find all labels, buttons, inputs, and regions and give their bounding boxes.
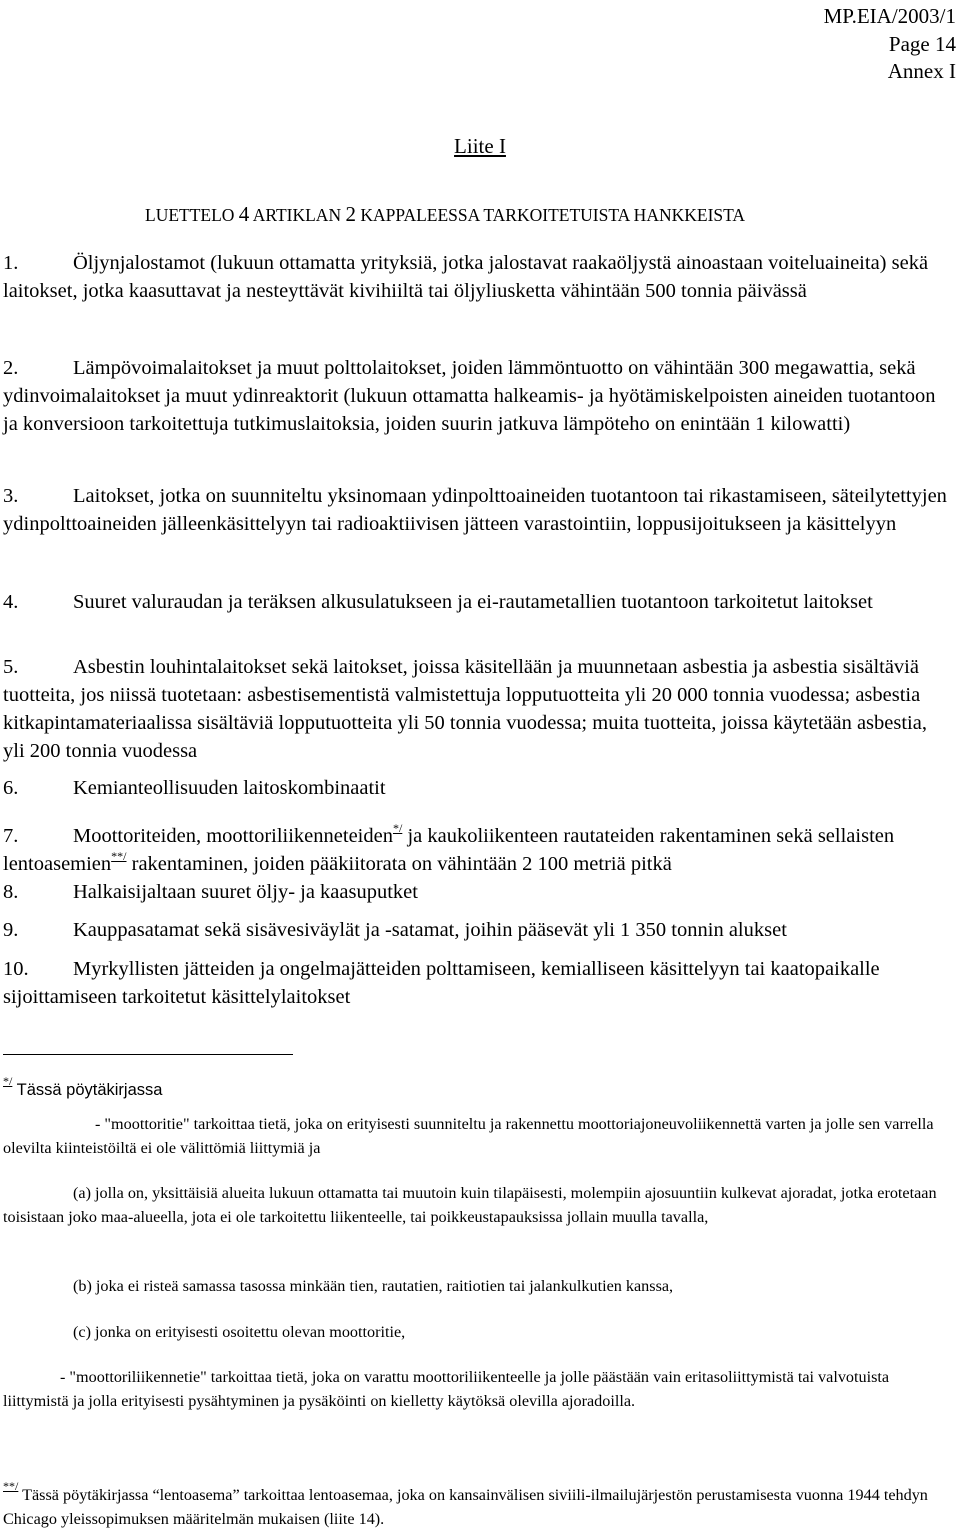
list-item-9 — [3, 916, 953, 944]
item-text-b: ja kaukoliikenteen rautateiden rakentaminen sekä sellaisten lentoasemien — [3, 825, 895, 875]
item-number: 4. — [3, 591, 19, 613]
list-heading — [145, 202, 745, 227]
list-heading-article: 4 — [238, 202, 250, 226]
list-item-6 — [3, 774, 953, 802]
footnote-2-text: Tässä pöytäkirjassa “lentoasema” tarkoittaa lentoasemaa, joka on kansainvälisen siviili-ilmailujärjestön perustamisesta vuonna 1944 tehdyn Chicago yleissopimuksen määritelmän mukaisen (liite 14). — [3, 1486, 928, 1528]
item-number: 8. — [3, 881, 19, 903]
list-heading-paragraph: 2 — [345, 202, 356, 226]
footnote-2 — [3, 1479, 953, 1531]
definition-text: (c) jonka on erityisesti osoitettu olevan moottoritie, — [73, 1323, 406, 1341]
item-number: 7. — [3, 825, 19, 847]
definition-text: (a) jolla on, yksittäisiä alueita lukuun ottamatta tai muutoin kuin tilapäisesti, molempiin ajosuuntiin kulkevat ajoradat, jotka erotetaan toisistaan joko maa-alueella, jota ei ole tarkoitettu liikenteelle, tai poikkeustapauksissa jollain muulla tavalla, — [3, 1184, 937, 1226]
list-heading-part3: KAPPALEESSA TARKOITETUISTA HANKKEISTA — [355, 205, 746, 225]
item-text: Myrkyllisten jätteiden ja ongelmajätteiden polttamiseen, kemialliseen käsittelyyn tai kaatopaikalle sijoittamiseen tarkoitetut käsittelylaitokset — [3, 958, 880, 1008]
list-item-4 — [3, 588, 953, 616]
item-text: Suuret valuraudan ja teräksen alkusulatukseen ja ei-rautametallien tuotantoon tarkoitetut laitokset — [73, 591, 873, 613]
list-heading-part1: LUETTELO — [145, 205, 239, 225]
footnote-separator — [3, 1054, 293, 1055]
footnote-ref-2: **/ — [111, 849, 127, 863]
item-text: Öljynjalostamot (lukuun ottamatta yrityksiä, jotka jalostavat raakaöljystä ainoastaan voiteluaineita) sekä laitokset, jotka kaasuttavat ja nesteyttävät kivihiiltä tai öljyliusketta vähintään 500 tonnia päivässä — [3, 252, 929, 302]
list-item-8 — [3, 878, 953, 906]
list-item-1 — [3, 249, 953, 305]
item-number: 1. — [3, 252, 19, 274]
list-item-10 — [3, 955, 953, 1011]
annex-title: Liite I — [454, 134, 506, 158]
footnote-def-motorway-c — [3, 1320, 953, 1344]
footnote-def-motorway-a — [3, 1181, 953, 1229]
item-text: Laitokset, jotka on suunniteltu yksinomaan ydinpolttoaineiden tuotantoon tai rikastamiseen, säteilytettyjen ydinpolttoaineiden jälleenkäsittelyyn tai radioaktiivisen jätteen varastointiin, loppusijoitukseen ja käsittelyyn — [3, 485, 947, 535]
item-text: Kemianteollisuuden laitoskombinaatit — [73, 777, 386, 799]
footnote-def-expressway — [3, 1365, 953, 1413]
definition-text: - "moottoriliikennetie" tarkoittaa tietä, joka on varattu moottoriliikenteelle ja jolle päästään vain eritasoliittymistä tai valvotuista liittymistä ja jolla erityisesti pysähtyminen ja pysäköinti on kielletty käytöksä olevilla ajoradoilla. — [3, 1368, 890, 1410]
item-number: 9. — [3, 919, 19, 941]
page-header — [824, 3, 956, 86]
item-text: Halkaisijaltaan suuret öljy- ja kaasuputket — [73, 881, 418, 903]
item-text: Asbestin louhintalaitokset sekä laitokset, joissa käsitellään ja muunnetaan asbestia ja asbestia sisältäviä tuotteita, jos niissä tuotetaan: asbestisementistä valmistettuja lopputuotteita yli 20 000 tonnia vuodessa; asbestia kitkapintamateriaalissa sisältäviä lopputuotteita yli 50 tonnia vuodessa; muita tuotteita, joissa käytetään asbestia, yli 200 tonnia vuodessa — [3, 656, 927, 762]
list-item-5 — [3, 653, 953, 765]
list-item-2 — [3, 354, 953, 438]
list-item-3 — [3, 482, 953, 538]
item-number: 2. — [3, 357, 19, 379]
item-number: 3. — [3, 485, 19, 507]
item-text-c: rakentaminen, joiden pääkiitorata on vähintään 2 100 metriä pitkä — [126, 853, 672, 875]
annex-label: Annex I — [887, 59, 956, 83]
footnote-1-intro: Tässä pöytäkirjassa — [12, 1081, 163, 1099]
document-reference: MP.EIA/2003/1 — [823, 4, 956, 28]
item-text: Lämpövoimalaitokset ja muut polttolaitokset, joiden lämmöntuotto on vähintään 300 megawattia, sekä ydinvoimalaitokset ja muut ydinreaktorit (lukuun ottamatta halkeamis- ja hyötämiskelpoisten aineiden tuotantoon ja konversioon tarkoitettuja tutkimuslaitoksia, joiden suurin jatkuva lämpöteho on enintään 1 kilowatti) — [3, 357, 936, 435]
item-text-a: Moottoriteiden, moottoriliikenneteiden — [73, 825, 393, 847]
footnote-ref-1: */ — [392, 821, 403, 835]
item-text: Kauppasatamat sekä sisävesiväylät ja -satamat, joihin pääsevät yli 1 350 tonnin alukset — [73, 919, 787, 941]
item-number: 10. — [3, 958, 29, 980]
footnote-def-motorway — [3, 1112, 953, 1160]
definition-text: (b) joka ei risteä samassa tasossa minkään tien, rautatien, raitiotien tai jalankulkutien kanssa, — [73, 1277, 674, 1295]
page-number: Page 14 — [888, 31, 956, 56]
footnote-1-heading — [3, 1074, 953, 1102]
definition-text: - "moottoritie" tarkoittaa tietä, joka on erityisesti suunniteltu ja rakennettu moottoriajoneuvoliikennettä varten ja jolle sen varrella olevilta kiinteistöiltä ei ole välittömiä liittymiä ja — [3, 1115, 934, 1157]
footnote-def-motorway-b — [3, 1274, 953, 1298]
footnote-1-marker: */ — [3, 1074, 13, 1088]
item-number: 5. — [3, 656, 19, 678]
list-item-7 — [3, 822, 953, 878]
item-number: 6. — [3, 777, 19, 799]
list-heading-part2: ARTIKLAN — [249, 205, 346, 225]
footnote-2-marker: **/ — [3, 1479, 19, 1493]
